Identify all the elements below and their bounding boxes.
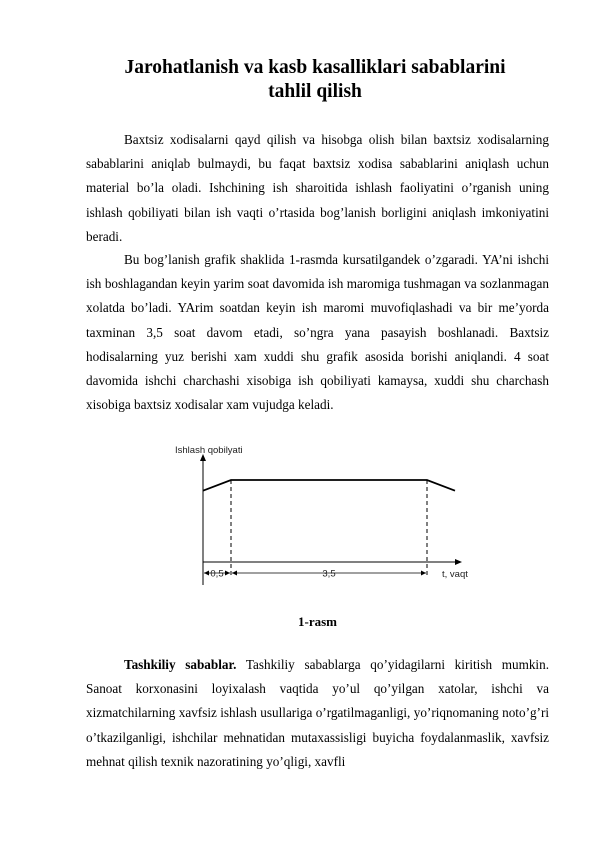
paragraph-1-text: Baxtsiz xodisalarni qayd qilish va hisobga olish bilan baxtsiz xodisalarning sabablarini aniqlab bulmaydi, bu faqat baxtsiz xodisa sabablarini aniqlash uchun material bo’la oladi. Ishchining ish sharoitida ishlash faoliyatini o’rganish uning ishlash qobiliyati bilan ish vaqti o’rtasida bog’lanish borligini aniqlash imkoniyatini beradi.	[86, 132, 549, 244]
capacity-line	[203, 480, 455, 491]
arrowhead	[204, 571, 209, 576]
paragraph-2-text: Bu bog’lanish grafik shaklida 1-rasmda kursatilgandek o’zgaradi. YA’ni ishchi ish boshlagandan keyin yarim soat davomida ish maromiga tushmagan va sozlanmagan xolatda bo’ladi. YArim soatdan keyin ish maromi muvofiqlashadi va bir me’yorda taxminan 3,5 soat davom etadi, so’ngra yana pasayish boshlanadi. Baxtsiz hodisalarning yuz berishi xam xuddi shu grafik asosida borishi aniqlandi. 4 soat davomida ishchi charchashi xisobiga ish qobiliyati kamaysa, xuddi shu charchash xisobiga baxtsiz xodisalar xam vujudga keladi.	[86, 252, 549, 413]
figure-caption: 1-rasm	[298, 614, 337, 629]
x-axis-arrow	[455, 559, 462, 565]
paragraph-3-lead: Tashkiliy sabablar.	[124, 657, 237, 672]
x-axis-label: t, vaqt	[442, 569, 468, 580]
paragraph-3	[86, 653, 549, 774]
interval-label-2: 3,5	[322, 568, 336, 580]
y-axis-label: Ishlash qobilyati	[175, 445, 243, 456]
title-line-2: tahlil qilish	[268, 81, 362, 102]
chart-svg	[170, 438, 490, 588]
arrowhead	[225, 571, 230, 576]
paragraph-1	[86, 128, 549, 249]
paragraph-2	[86, 248, 549, 417]
interval-label-1: 0,5	[210, 568, 224, 580]
page-title	[80, 56, 550, 104]
arrowhead	[421, 571, 426, 576]
title-line-1: Jarohatlanish va kasb kasalliklari sabablarini	[124, 57, 506, 78]
paragraph-3-text: Tashkiliy sabablarga qo’yidagilarni kiritish mumkin. Sanoat korxonasini loyixalash vaqtida yo’ul qo’yilgan xatolar, ishchi va xizmatchilarning xavfsiz ishlash usullariga o’rgatilmaganligi, yo’riqnomaning noto’g’ri o’tkazilganligi, ishchilar mehnatidan mutaxassisligi buyicha foydalanmaslik, xavfsiz mehnat qilish texnik nazoratining yo’qligi, xavfli	[86, 657, 549, 769]
work-capacity-chart	[170, 438, 490, 588]
arrowhead	[232, 571, 237, 576]
